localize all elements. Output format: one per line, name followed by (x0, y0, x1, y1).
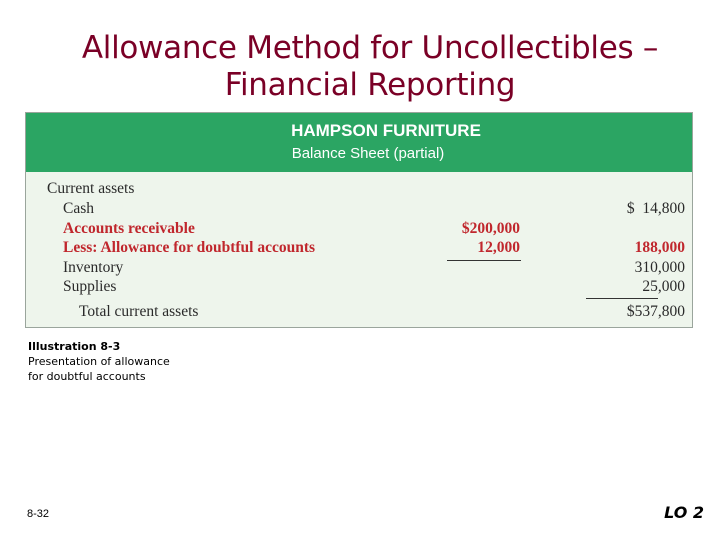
line-item-inventory (26, 258, 692, 278)
line-item-cash (26, 199, 692, 219)
line-item-label: Cash (63, 200, 94, 217)
balance-sheet-illustration (25, 112, 693, 328)
total-row (26, 302, 692, 322)
line-item-accounts-receivable (26, 219, 692, 239)
line-item-label: Inventory (63, 259, 124, 276)
caption-heading: Illustration 8-3 (28, 340, 121, 353)
learning-objective-label: LO 2 (664, 503, 704, 522)
line-item-allowance (26, 238, 692, 258)
line-item-label: Supplies (63, 278, 117, 295)
total-amount: $537,800 (626, 303, 685, 320)
slide-title (20, 30, 720, 104)
line-item-amount: $ 14,800 (626, 200, 685, 217)
illustration-caption (28, 339, 170, 384)
balance-sheet-header (26, 113, 692, 172)
caption-line-1: Presentation of allowance (28, 355, 170, 368)
line-item-subamount: 12,000 (477, 239, 520, 256)
line-item-supplies (26, 277, 692, 297)
caption-line-2: for doubtful accounts (28, 370, 146, 383)
line-item-label: Accounts receivable (63, 220, 195, 237)
page-number: 8-32 (27, 508, 50, 520)
section-heading: Current assets (47, 180, 135, 197)
total-rule (586, 298, 658, 299)
line-item-amount: 25,000 (642, 278, 685, 295)
company-name: HAMPSON FURNITURE (291, 121, 481, 140)
line-item-label: Less: Allowance for doubtful accounts (63, 239, 316, 256)
line-item-amount: 310,000 (634, 259, 685, 276)
line-item-amount: 188,000 (634, 239, 685, 256)
slide-title-line-2: Financial Reporting (224, 67, 516, 103)
statement-subtitle: Balance Sheet (partial) (291, 145, 445, 162)
section-heading-row (26, 179, 692, 199)
line-item-subamount: $200,000 (461, 220, 520, 237)
slide-title-line-1: Allowance Method for Uncollectibles – (81, 30, 659, 66)
total-label: Total current assets (79, 303, 199, 320)
